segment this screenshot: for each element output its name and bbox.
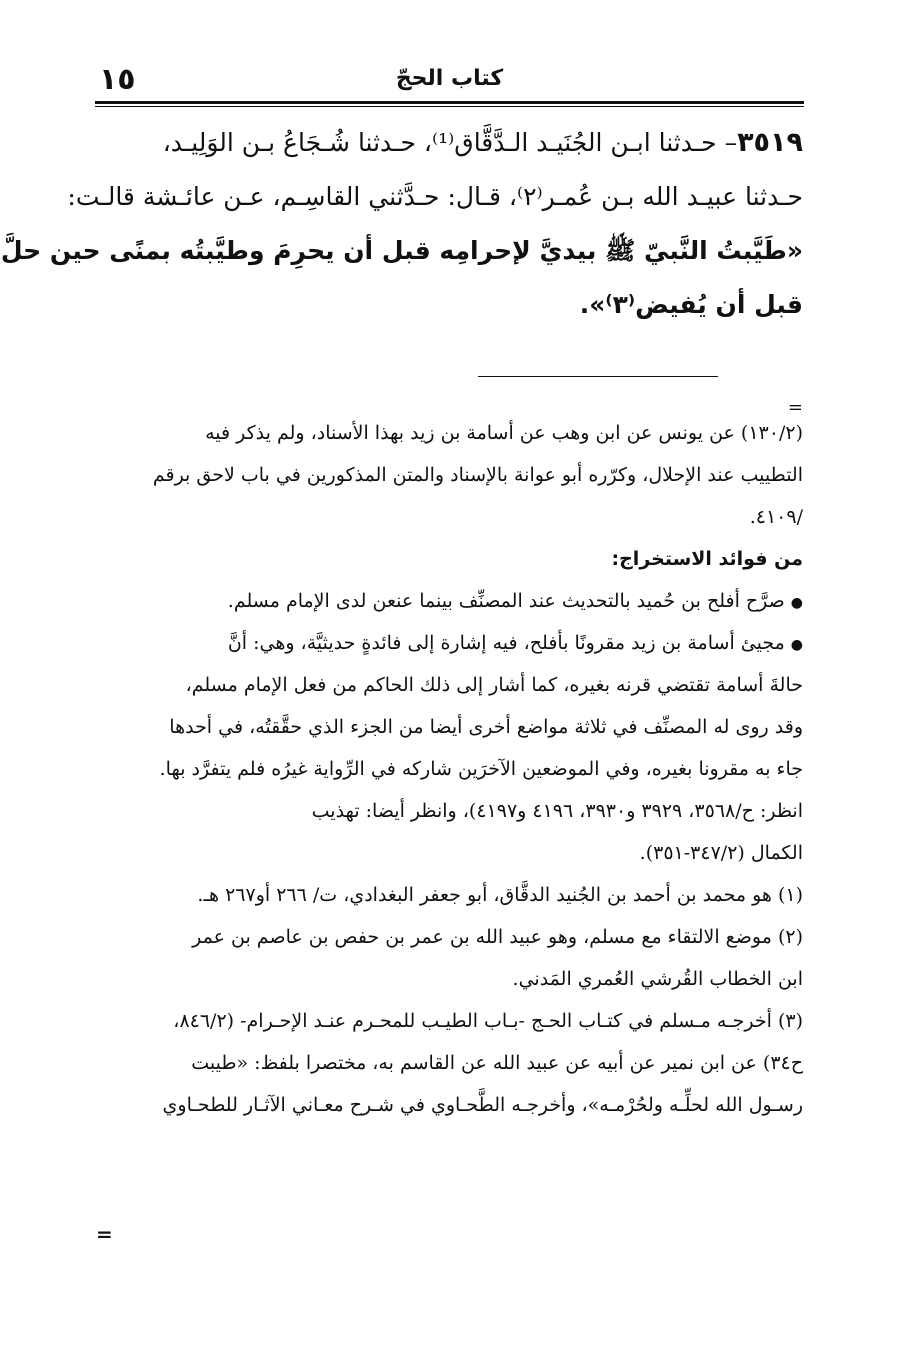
note-line-7: انظر: ح/٣٥٦٨، ٣٩٢٩ و٣٩٣٠، ٤١٩٦ و٤١٩٧)، وانظر أيضا: تهذيب [311,800,803,822]
note-line-5: وقد روى له المصنِّف في ثلاثة مواضع أخرى أيضا من الجزء الذي حقَّقتُه، في أحدها [169,716,803,738]
note-line-3: /٤١٠٩. [749,506,803,528]
hadith-number: ٣٥١٩ [737,127,803,158]
footnote-2b: ابن الخطاب القُرشي العُمري المَدني. [512,968,803,990]
hadith-matn-1: «طَيَّبتُ النَّبيّ ﷺ بيديَّ لإحرامِه قبل أن يحرِمَ وطيَّبتُه بمنًى حين حلَّ [0,236,803,265]
bullet-item-1 [96,580,803,622]
footnote-rule [478,376,718,377]
bullet-icon: ● [790,637,803,653]
hadith-matn-2: قبل أن يُفيض⁽٣⁾». [579,290,803,319]
page-number: ١٥ [99,62,136,97]
note-line-4: حالةَ أسامة تقتضي قرنه بغيره، كما أشار إلى ذلك الحاكم من فعل الإمام مسلم، [185,674,803,696]
hadith-isnad-1: – حـدثنا ابـن الجُنَيـد الـدَّقَّاق⁽¹⁾، حـدثنا شُـجَاعُ بـن الوَلِيـد، [162,128,738,157]
note-line-6: جاء به مقرونا بغيره، وفي الموضعين الآخرَين شاركه في الرِّواية غيرُه فلم يتفرَّد بها. [159,758,803,780]
footnote-3c: رسـول الله لحلِّـه ولحُرْمـه»، وأخرجـه الطَّحـاوي في شـرح معـاني الآثـار للطحـاوي [162,1094,803,1116]
header-rule-thin [95,106,804,107]
benefits-heading: من فوائد الاستخراج: [611,548,803,570]
note-line-1: (١٣٠/٢) عن يونس عن ابن وهب عن أسامة بن زيد بهذا الأسناد، ولم يذكر فيه [205,422,803,444]
footnotes [96,412,803,1126]
header-rule [95,101,804,104]
note-line-2: التطييب عند الإحلال، وكرّره أبو عوانة بالإسناد والمتن المذكورين في باب لاحق برقم [152,464,803,486]
hadith-line-2: حـدثنا عبيـد الله بـن عُمـر⁽٢⁾، قـال: حـدَّثني القاسِـم، عـن عائـشة قالـت: [67,182,803,211]
page-header [95,62,804,98]
bullet-text-1: صرَّح أفلح بن حُميد بالتحديث عند المصنِّف بينما عنعن لدى الإمام مسلم. [227,590,785,612]
hadith-line-1 [100,116,803,170]
footnote-3a: (٣) أخرجـه مـسلم في كتـاب الحـج -بـاب الطيـب للمحـرم عنـد الإحـرام- (٨٤٦/٢، [173,1010,803,1032]
continuation-mark: = [787,397,803,418]
bullet-icon: ● [790,595,803,611]
running-title: كتاب الحجّ [395,66,504,91]
footnote-3b: ح٣٤) عن ابن نمير عن أبيه عن عبيد الله عن القاسم به، مختصرا بلفظ: «طيبت [191,1052,803,1074]
hadith-text [0,116,803,332]
end-continuation-mark: = [96,1222,113,1246]
bullet-text-2: مجيئ أسامة بن زيد مقرونًا بأفلح، فيه إشارة إلى فائدةٍ حديثيَّة، وهي: أنَّ [227,632,785,654]
footnote-2a: (٢) موضع الالتقاء مع مسلم، وهو عبيد الله بن عمر بن حفص بن عاصم بن عمر [192,926,803,948]
bullet-item-2 [96,622,803,664]
footnote-1: (١) هو محمد بن أحمد بن الجُنيد الدقَّاق، أبو جعفر البغدادي، ت/ ٢٦٦ أو٢٦٧ هـ. [197,884,803,906]
note-line-8: الكمال (٣٤٧/٢-٣٥١). [639,842,803,864]
